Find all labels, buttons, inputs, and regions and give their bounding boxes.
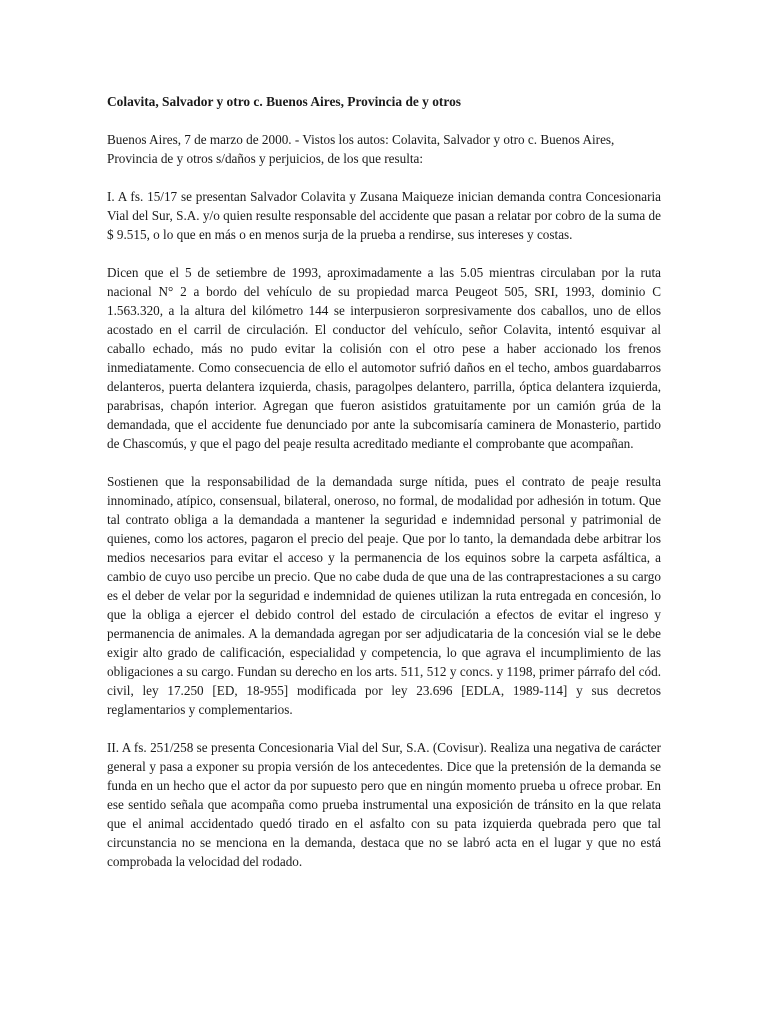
paragraph-section-i: I. A fs. 15/17 se presentan Salvador Colavita y Zusana Maiqueze inician demanda contra Concesionaria Vial del Sur, S.A. y/o quien resulte responsable del accidente que pasan a relatar por cobro de la suma de $ 9.515, o lo que en más o en menos surja de la prueba a rendirse, sus intereses y costas. — [107, 189, 661, 242]
paragraph-liability: Sostienen que la responsabilidad de la demandada surge nítida, pues el contrato de peaje resulta innominado, atípico, consensual, bilateral, oneroso, no formal, de modalidad por adhesión in totum. Que tal contrato obliga a la demandada a mantener la seguridad e indemnidad personal y patrimonial de quienes, como los actores, pagaron el precio del peaje. Que por lo tanto, la demandada debe arbitrar los medios necesarios para evitar el acceso y la permanencia de los equinos sobre la carpeta asfáltica, a cambio de cuyo uso percibe un precio. Que no cabe duda de que una de las contraprestaciones a su cargo es el deber de velar por la seguridad e indemnidad de quienes utilizan la ruta entregada en concesión, lo que la obliga a ejercer el debido control del estado de circulación a efectos de evitar el ingreso y permanencia de animales. A la demandada agregan por ser adjudicataria de la concesión vial se le debe exigir alto grado de calificación, especialidad y competencia, lo que agrava el incumplimiento de las obligaciones a su cargo. Fundan su derecho en los arts. 511, 512 y concs. y 1198, primer párrafo del cód. civil, ley 17.250 [ED, 18-955] modificada por ley 23.696 [EDLA, 1989-114] y sus decretos reglamentarios y complementarios. — [107, 474, 661, 717]
paragraph-section-ii: II. A fs. 251/258 se presenta Concesionaria Vial del Sur, S.A. (Covisur). Realiza una negativa de carácter general y pasa a exponer su propia versión de los antecedentes. Dice que la pretensión de la demanda se funda en un hecho que el actor da por supuesto pero que en ningún momento prueba u ofrece probar. En ese sentido señala que acompaña como prueba instrumental una exposición de tránsito en la que relata que el animal accidentado quedó tirado en el asfalto con su pata izquierda quebrada pero que tal circunstancia no se menciona en la demanda, destaca que no se labró acta en el lugar y que no está comprobada la velocidad del rodado. — [107, 740, 661, 869]
paragraph-facts: Dicen que el 5 de setiembre de 1993, aproximadamente a las 5.05 mientras circulaban por la ruta nacional N° 2 a bordo del vehículo de su propiedad marca Peugeot 505, SRI, 1993, dominio C 1.563.320, a la altura del kilómetro 144 se interpusieron sorpresivamente dos caballos, uno de ellos acostado en el carril de circulación. El conductor del vehículo, señor Colavita, intentó esquivar al caballo echado, más no pudo evitar la colisión con el otro pese a haber accionado los frenos inmediatamente. Como consecuencia de ello el automotor sufrió daños en el techo, ambos guardabarros delanteros, puerta delantera izquierda, chasis, paragolpes delantero, parrilla, óptica delantera izquierda, parabrisas, chapón interior. Agregan que fueron asistidos gratuitamente por un camión grúa de la demandada, que el accidente fue denunciado por ante la subcomisaría caminera de Monasterio, partido de Chascomús, y que el pago del peaje resulta acreditado mediante el comprobante que acompañan. — [107, 265, 661, 451]
document-title: Colavita, Salvador y otro c. Buenos Aires, Provincia de y otros — [107, 94, 461, 109]
paragraph-intro: Buenos Aires, 7 de marzo de 2000. - Vistos los autos: Colavita, Salvador y otro c. Buenos Aires, Provincia de y otros s/daños y perjuicios, de los que resulta: — [107, 132, 615, 166]
document-page — [107, 92, 661, 890]
